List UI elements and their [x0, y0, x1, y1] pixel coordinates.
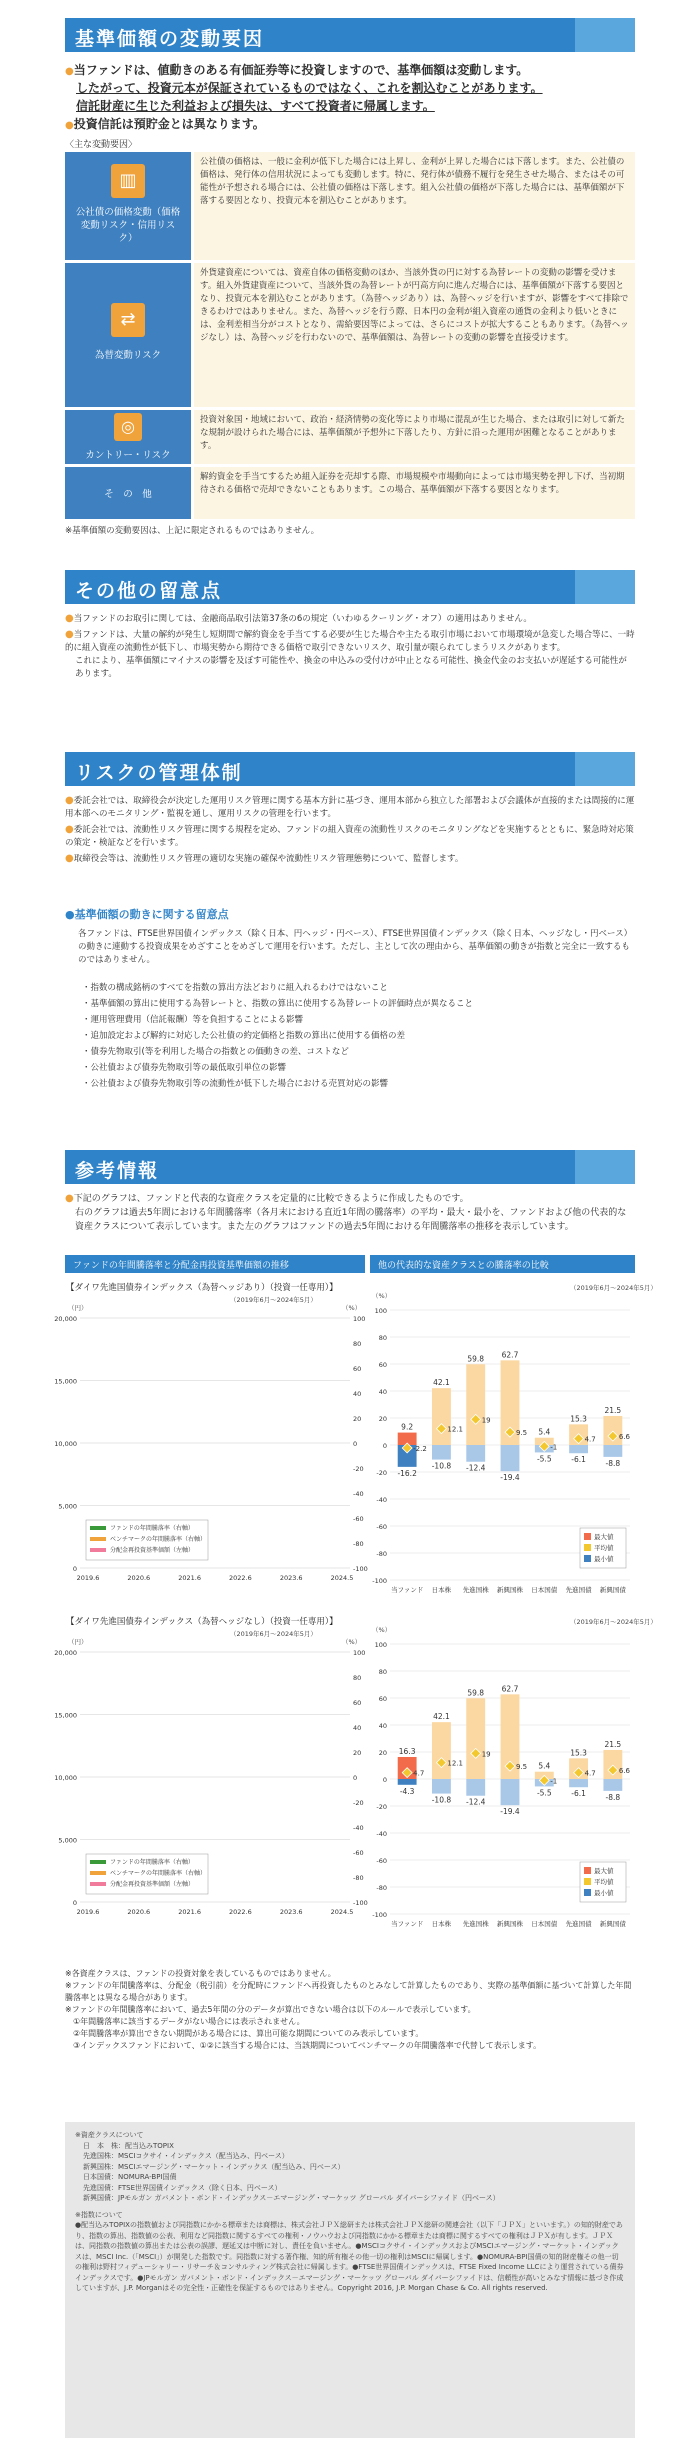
right-max-label: 42.1 — [433, 1712, 450, 1722]
left-y2-tick: -20 — [353, 1465, 364, 1473]
right-avg-label: -2.2 — [413, 1444, 427, 1453]
right-max-label: 62.7 — [501, 1684, 519, 1694]
right-max-label: 62.7 — [501, 1350, 519, 1360]
right-bar-min — [569, 1445, 588, 1453]
right-y-tick: 40 — [378, 1722, 387, 1730]
right-legend-swatch — [584, 1544, 591, 1551]
right-bar-min — [432, 1445, 451, 1460]
left-y-tick: 10,000 — [54, 1774, 77, 1782]
left-legend-swatch — [90, 1526, 106, 1530]
right-max-label: 21.5 — [604, 1405, 622, 1415]
exchange-icon: ⇄ — [111, 303, 145, 337]
section-title-volatility: 基準価額の変動要因 — [65, 18, 635, 52]
footer-index-title: ※指数について — [75, 2210, 123, 2219]
left-legend-label: 分配金再投資基準価額（左軸） — [110, 1547, 195, 1554]
reference-notes — [65, 1968, 635, 2052]
left-y2-tick: 40 — [353, 1390, 362, 1398]
other-note-2: ●当ファンドは、大量の解約が発生し短期間で解約資金を手当てする必要が生じた場合や主たる取引市場において市場環境が急変した場合等に、一時的に組入資産の流動性が低下し、市場実勢から期待できる価格で取引できないリスク、取引量が限られてしまうリスクがあります。 — [65, 629, 635, 653]
right-max-label: 15.3 — [570, 1748, 587, 1758]
right-min-label: -6.1 — [571, 1455, 586, 1465]
right-bar-min — [466, 1445, 485, 1462]
risk-label-bond: ▥ 公社債の価格変動（価格変動リスク・信用リスク） — [65, 152, 191, 260]
tab-left-chart: ファンドの年間騰落率と分配金再投資基準価額の推移 — [65, 1255, 365, 1273]
left-y2-tick: 60 — [353, 1699, 362, 1707]
left-x-tick: 2020.6 — [127, 1574, 151, 1582]
table-caption: 〈主な変動要因〉 — [65, 140, 138, 150]
left-y2-tick: 0 — [353, 1440, 358, 1448]
risk-text-bond: 公社債の価格は、一般に金利が低下した場合には上昇し、金利が上昇した場合には下落します。また、公社債の価格は、発行体の信用状況によっても変動します。特に、発行体が債務不履行を発生させた場合、またはその可能性が予想される場合には、公社債の価格は下落します。組入公社債の価格が下落した場合には、基準価額が下落する要因となり、投資元本を割込むことがあります。 — [194, 152, 635, 260]
left-chart-period: （2019年6月～2024年5月） — [230, 1630, 317, 1638]
right-avg-label: 19 — [481, 1750, 491, 1759]
left-y2-tick: -40 — [353, 1824, 364, 1832]
reference-note: ②年間騰落率が算出できない期間がある場合には、算出可能な期間についてのみ表示しています。 — [73, 2029, 424, 2038]
right-max-label: 59.8 — [467, 1354, 485, 1364]
right-x-tick: 先進国株 — [462, 1586, 489, 1594]
right-avg-label: -1 — [550, 1777, 558, 1786]
risk-label-fx: ⇄ 為替変動リスク — [65, 263, 191, 407]
right-bar-max — [432, 1722, 451, 1779]
right-max-label: 15.3 — [570, 1414, 587, 1424]
left-y-tick: 20,000 — [54, 1315, 77, 1323]
reason-item: ・公社債および債券先物取引等の流動性が低下した場合における売買対応の影響 — [82, 1079, 389, 1089]
right-min-label: -10.8 — [431, 1795, 452, 1805]
reference-note: ※ファンドの年間騰落率において、過去5年間の分のデータが算出できない場合は以下のルールで表示しています。 — [65, 2005, 476, 2014]
left-x-tick: 2023.6 — [279, 1908, 303, 1916]
left-y2-tick: 60 — [353, 1365, 362, 1373]
right-y-tick: -20 — [376, 1469, 387, 1477]
left-y2-tick: -80 — [353, 1874, 364, 1882]
left-legend-swatch — [90, 1548, 106, 1552]
other-note-1: ●当ファンドのお取引に関しては、金融商品取引法第37条の6の規定（いわゆるクーリング・オフ）の適用はありません。 — [65, 613, 532, 624]
left-chart-unit-pct: （%） — [342, 1304, 362, 1312]
right-avg-label: 6.6 — [618, 1767, 630, 1776]
right-y-tick: -60 — [376, 1857, 387, 1865]
left-legend-label: 分配金再投資基準価額（左軸） — [110, 1881, 195, 1888]
right-y-tick: 20 — [378, 1415, 387, 1423]
right-chart-period: （2019年6月～2024年5月） — [570, 1618, 657, 1626]
risk-label-country: ◎ カントリー・リスク — [65, 410, 191, 464]
right-bar-max — [466, 1698, 485, 1779]
left-y2-tick: 100 — [353, 1315, 366, 1323]
right-min-label: -16.2 — [397, 1468, 417, 1478]
right-avg-label: 12.1 — [447, 1425, 464, 1434]
right-min-label: -8.8 — [605, 1792, 621, 1802]
right-max-label: 59.8 — [467, 1688, 485, 1698]
risk-mgmt-3: ●取締役会等は、流動性リスク管理の適切な実施の確保や流動性リスク管理態勢について、監督します。 — [65, 853, 464, 864]
left-legend-label: ファンドの年間騰落率（右軸） — [110, 1859, 194, 1866]
nav-movement-intro: 各ファンドは、FTSE世界国債インデックス（除く日本、円ヘッジ・円ベース）、FTSE世界国債インデックス（除く日本、ヘッジなし・円ベース）の動きに連動する投資成果をめざすことをめざして運用を行います。ただし、主として次の理由から、基準価額の動きが指数と完全に一致するものではありません。 — [78, 929, 633, 965]
right-legend-label: 最大値 — [594, 1533, 614, 1541]
right-bar-min — [466, 1779, 485, 1796]
left-chart-unit: （円） — [68, 1638, 88, 1646]
left-x-tick: 2021.6 — [178, 1908, 201, 1916]
right-legend-label: 最小値 — [594, 1555, 614, 1563]
right-max-label: 16.3 — [398, 1746, 416, 1756]
left-y2-tick: 0 — [353, 1774, 358, 1782]
right-min-label: -19.4 — [500, 1473, 520, 1483]
right-chart-period: （2019年6月～2024年5月） — [570, 1284, 657, 1292]
right-x-tick: 日本株 — [431, 1920, 452, 1928]
right-y-tick: 0 — [382, 1442, 387, 1450]
reference-note: ③インデックスファンドにおいて、①②に該当する場合には、当該期間についてベンチマークの年間騰落率で代替して表示します。 — [73, 2041, 542, 2050]
reason-item: ・追加設定および解約に対応した公社債の約定価格と指数の算出に使用する価格の差 — [82, 1031, 406, 1041]
footer-asset: 日本国債：NOMURA-BPI国債 — [83, 2173, 177, 2181]
right-y-tick: -40 — [376, 1830, 387, 1838]
left-x-tick: 2024.5 — [330, 1574, 354, 1582]
left-y2-tick: -100 — [353, 1899, 368, 1907]
right-bar-min — [603, 1445, 622, 1457]
left-chart-title: 【ダイワ先進国債券インデックス（為替ヘッジあり）（投資一任専用）】 — [66, 1283, 338, 1293]
left-y2-tick: 20 — [353, 1749, 362, 1757]
right-y-tick: -20 — [376, 1803, 387, 1811]
footer-index-text: ●配当込みTOPIXの指数値および同指数にかかる標章または商標は、株式会社ＪＰＸ総研または株式会社ＪＰＸ総研の関連会社（以下「ＪＰＸ」といいます。）の知的財産であり、指数の算出、指数値の公表、利用など同指数に関するすべての権利・ノウハウおよび同指数にかかる標章または商標に関するすべての権利はＪＰＸが有します。ＪＰＸは、同指数の指数値の算出または公表の誤謬、遅延又は中断に対し、責任を負いません。●MSCIコクサイ・インデックスおよびMSCIエマージング・マーケット・インデックスは、MSCI Inc.（「MSCI」）が開発した指数です。同指数に対する著作権、知的所有権その他一切の権利はMSCIに帰属します。●NOMURA-BPI国債の知的財産権その他一切の権利は野村フィデューシャリー・リサーチ＆コンサルティング株式会社に帰属します。●FTSE世界国債インデックスは、FTSE Fixed Income LLCにより運営されている債券インデックスです。●JPモルガン ガバメント・ボンド・インデックス－エマージング・マーケッツ グローバル ダイバーシファイドは、信頼性が高いとみなす情報に基づき作成していますが、J.P. Morganはその完全性・正確性を保証するものではありません。Copyright 2016, J.P. Morgan Chase & Co. All rights reserved. — [75, 2221, 624, 2292]
right-bar-min — [603, 1779, 622, 1791]
right-bar-min — [501, 1779, 520, 1805]
left-y-tick: 15,000 — [54, 1377, 77, 1386]
reason-item: ・指数の構成銘柄のすべてを指数の算出方法どおりに組入れるわけではないこと — [82, 983, 388, 993]
right-x-tick: 新興国債 — [599, 1920, 626, 1928]
left-y2-tick: 80 — [353, 1674, 362, 1682]
right-x-tick: 当ファンド — [390, 1920, 424, 1928]
nav-movement-subtitle: ●基準価額の動きに関する留意点 — [65, 908, 229, 921]
right-min-label: -12.4 — [466, 1797, 486, 1807]
risk-text-fx: 外貨建資産については、資産自体の価格変動のほか、当該外貨の円に対する為替レートの変動の影響を受けます。組入外貨建資産について、当該外貨の為替レートが円高方向に進んだ場合には、基準価額が下落する要因となり、投資元本を割込むことがあります。（為替ヘッジあり）は、為替ヘッジを行いますが、影響をすべて排除できるわけではありません。また、為替ヘッジを行う際、日本円の金利が組入資産の通貨の金利より低いときには、金利差相当分がコストとなり、需給要因等によっては、さらにコストが拡大することもあります。（為替ヘッジなし）は、為替ヘッジを行わないので、基準価額は、為替レートの変動の影響を直接受けます。 — [194, 263, 635, 407]
right-legend-label: 最小値 — [594, 1889, 614, 1897]
left-y2-tick: 20 — [353, 1415, 362, 1423]
intro-line-1: ●当ファンドは、値動きのある有価証券等に投資しますので、基準価額は変動します。 — [65, 63, 529, 77]
left-chart-unit: （円） — [68, 1304, 88, 1312]
section-title-reference: 参考情報 — [65, 1150, 635, 1184]
asset-class-footer — [65, 2122, 635, 2438]
left-legend-label: ベンチマークの年間騰落率（右軸） — [110, 1536, 207, 1543]
right-x-tick: 日本株 — [431, 1586, 452, 1594]
right-y-tick: 60 — [378, 1361, 387, 1369]
right-min-label: -5.5 — [536, 1788, 552, 1798]
right-bar-min — [501, 1445, 520, 1471]
right-min-label: -19.4 — [500, 1807, 520, 1817]
right-avg-label: 6.6 — [618, 1433, 630, 1442]
right-legend-swatch — [584, 1555, 591, 1562]
left-y-tick: 0 — [72, 1565, 77, 1573]
right-bar-min — [569, 1779, 588, 1787]
left-x-tick: 2020.6 — [127, 1908, 151, 1916]
footer-asset: 先進国株：MSCIコクサイ・インデックス（配当込み、円ベース） — [83, 2152, 289, 2160]
right-max-label: 42.1 — [433, 1378, 450, 1388]
right-legend-label: 平均値 — [594, 1878, 614, 1886]
right-max-label: 5.4 — [538, 1761, 551, 1771]
right-bar-min — [398, 1779, 417, 1785]
footer-asset: 新興国債：JPモルガン ガバメント・ボンド・インデックス－エマージング・マーケッツ グローバル ダイバーシファイド（円ベース） — [83, 2194, 500, 2202]
left-legend-swatch — [90, 1860, 106, 1864]
right-chart-unit: （%） — [372, 1626, 392, 1634]
left-chart-unit-pct: （%） — [342, 1638, 362, 1646]
right-bar-max — [466, 1364, 485, 1445]
right-y-tick: 80 — [378, 1334, 387, 1342]
right-min-label: -8.8 — [605, 1458, 621, 1468]
left-x-tick: 2019.6 — [76, 1574, 100, 1582]
intro-line-4: ●投資信託は預貯金とは異なります。 — [65, 117, 265, 131]
right-y-tick: 0 — [382, 1776, 387, 1784]
other-note-3: これにより、基準価額にマイナスの影響を及ぼす可能性や、換金の申込みの受付けが中止となる可能性、換金代金のお支払いが遅延する可能性があります。 — [75, 656, 627, 679]
left-y2-tick: 80 — [353, 1340, 362, 1348]
right-min-label: -6.1 — [571, 1789, 586, 1799]
left-x-tick: 2022.6 — [229, 1908, 252, 1916]
reason-item: ・基準価額の算出に使用する為替レートと、指数の算出に使用する為替レートの評価時点が異なること — [82, 999, 474, 1009]
risk-text-other: 解約資金を手当てするため組入証券を売却する際、市場規模や市場動向によっては市場実勢を押し下げ、当初期待される価格で売却できないこともあります。この場合、基準価額が下落する要因となります。 — [194, 467, 635, 519]
right-y-tick: 60 — [378, 1695, 387, 1703]
left-y2-tick: -60 — [353, 1515, 364, 1523]
left-legend-label: ファンドの年間騰落率（右軸） — [110, 1525, 194, 1532]
right-legend-label: 最大値 — [594, 1867, 614, 1875]
right-y-tick: -40 — [376, 1496, 387, 1504]
risk-mgmt-2: ●委託会社では、流動性リスク管理に関する規程を定め、ファンドの組入資産の流動性リスクのモニタリングなどを実施するとともに、緊急時対応策の策定・検証などを行います。 — [65, 824, 634, 848]
right-max-label: 21.5 — [604, 1739, 622, 1749]
right-avg-label: -1 — [550, 1443, 558, 1452]
left-y-tick: 15,000 — [54, 1711, 77, 1720]
left-y2-tick: -40 — [353, 1490, 364, 1498]
reason-item: ・公社債および債券先物取引等の最低取引単位の影響 — [82, 1063, 287, 1073]
intro-line-3: 信託財産に生じた利益および損失は、すべて投資者に帰属します。 — [76, 99, 435, 113]
right-y-tick: -80 — [376, 1884, 387, 1892]
reference-note: ※ファンドの年間騰落率は、分配金（税引前）を分配時にファンドへ再投資したものとみなして計算したものであり、実際の基準価額に基づいて計算した年間騰落率とは異なる場合があります。 — [65, 1981, 632, 2002]
left-x-tick: 2023.6 — [279, 1574, 303, 1582]
left-y2-tick: -20 — [353, 1799, 364, 1807]
risk-text-country: 投資対象国・地域において、政治・経済情勢の変化等により市場に混乱が生じた場合、または取引に対して新たな規制が設けられた場合には、基準価額が予想外に下落したり、方針に沿った運用が困難となることがあります。 — [194, 410, 635, 464]
right-y-tick: 80 — [378, 1668, 387, 1676]
right-x-tick: 新興国債 — [599, 1586, 626, 1594]
reference-intro-2: 右のグラフは過去5年間における年間騰落率（各月末における直近1年間の騰落率）の平均・最大・最小を、ファンドおよび他の代表的な資産クラスについて表示しています。また左のグラフはファンドの過去5年間における年間騰落率の推移を表示しています。 — [75, 1208, 627, 1232]
left-y-tick: 0 — [72, 1899, 77, 1907]
risk-label-other: そ の 他 — [65, 467, 191, 519]
left-chart-title: 【ダイワ先進国債券インデックス（為替ヘッジなし）（投資一任専用）】 — [66, 1617, 338, 1627]
right-legend-swatch — [584, 1867, 591, 1874]
left-chart-period: （2019年6月～2024年5月） — [230, 1296, 317, 1304]
right-y-tick: -100 — [372, 1911, 387, 1919]
left-x-tick: 2024.5 — [330, 1908, 354, 1916]
right-avg-label: 4.7 — [584, 1435, 596, 1444]
left-legend-swatch — [90, 1882, 106, 1886]
tab-right-chart: 他の代表的な資産クラスとの騰落率の比較 — [370, 1255, 635, 1273]
right-avg-label: 9.5 — [516, 1429, 528, 1438]
section-title-other-notes: その他の留意点 — [65, 570, 635, 604]
right-y-tick: -100 — [372, 1577, 387, 1585]
right-legend-label: 平均値 — [594, 1544, 614, 1552]
left-y2-tick: 100 — [353, 1649, 366, 1657]
reference-intro-1: ●下記のグラフは、ファンドと代表的な資産クラスを定量的に比較できるように作成したものです。 — [65, 1193, 469, 1204]
footer-title: ※資産クラスについて — [75, 2131, 144, 2139]
right-x-tick: 新興国株 — [497, 1920, 523, 1928]
right-y-tick: 100 — [374, 1641, 387, 1649]
right-min-label: -12.4 — [466, 1463, 486, 1473]
left-legend-label: ベンチマークの年間騰落率（右軸） — [110, 1870, 207, 1877]
right-x-tick: 当ファンド — [390, 1586, 424, 1594]
right-avg-label: 19 — [481, 1416, 491, 1425]
left-y-tick: 10,000 — [54, 1440, 77, 1448]
right-avg-label: 4.7 — [584, 1769, 596, 1778]
right-x-tick: 先進国債 — [565, 1586, 592, 1594]
right-y-tick: 20 — [378, 1749, 387, 1757]
right-x-tick: 日本国債 — [531, 1586, 558, 1594]
footer-asset: 先進国債：FTSE世界国債インデックス（除く日本、円ベース） — [83, 2183, 282, 2192]
left-x-tick: 2022.6 — [229, 1574, 252, 1582]
left-legend-swatch — [90, 1871, 106, 1875]
left-x-tick: 2021.6 — [178, 1574, 201, 1582]
reason-item: ・債券先物取引(等を利用した場合の指数との価動きの差、コストなど — [82, 1047, 349, 1057]
footer-asset: 日 本 株：配当込みTOPIX — [83, 2141, 174, 2150]
right-min-label: -10.8 — [431, 1461, 452, 1471]
right-max-label: 5.4 — [538, 1427, 551, 1437]
footer-asset: 新興国株：MSCIエマージング・マーケット・インデックス（配当込み、円ベース） — [83, 2162, 345, 2171]
left-y-tick: 5,000 — [58, 1502, 77, 1511]
right-avg-label: 12.1 — [447, 1759, 464, 1768]
left-y-tick: 5,000 — [58, 1836, 77, 1845]
intro-line-2: したがって、投資元本が保証されているものではなく、これを割込むことがあります。 — [76, 81, 543, 95]
left-y2-tick: -60 — [353, 1849, 364, 1857]
left-y2-tick: 40 — [353, 1724, 362, 1732]
right-x-tick: 新興国株 — [497, 1586, 523, 1594]
right-chart-unit: （%） — [372, 1292, 392, 1300]
right-y-tick: -80 — [376, 1550, 387, 1558]
right-y-tick: 100 — [374, 1307, 387, 1315]
right-max-label: 9.2 — [401, 1422, 414, 1432]
reference-note: ※各資産クラスは、ファンドの投資対象を表しているものではありません。 — [65, 1969, 336, 1978]
right-min-label: -5.5 — [536, 1454, 552, 1464]
right-min-label: -4.3 — [399, 1786, 415, 1796]
volatility-note: ※基準価額の変動要因は、上記に限定されるものではありません。 — [65, 526, 320, 536]
right-x-tick: 先進国株 — [462, 1920, 489, 1928]
right-legend-swatch — [584, 1533, 591, 1540]
globe-icon: ◎ — [114, 413, 142, 441]
reason-item: ・運用管理費用（信託報酬）等を負担することによる影響 — [82, 1015, 304, 1025]
right-y-tick: -60 — [376, 1523, 387, 1531]
risk-mgmt-1: ●委託会社では、取締役会が決定した運用リスク管理に関する基本方針に基づき、運用本部から独立した部署および会議体が直接的または間接的に運用本部へのモニタリング・監視を通し、運用リスクの管理を行います。 — [65, 795, 635, 819]
right-legend-swatch — [584, 1878, 591, 1885]
section-title-risk-management: リスクの管理体制 — [65, 752, 635, 786]
right-legend-swatch — [584, 1889, 591, 1896]
left-y-tick: 20,000 — [54, 1649, 77, 1657]
right-avg-label: 4.7 — [413, 1769, 425, 1778]
right-bar-min — [432, 1779, 451, 1794]
left-legend-swatch — [90, 1537, 106, 1541]
right-x-tick: 先進国債 — [565, 1920, 592, 1928]
right-avg-label: 9.5 — [516, 1763, 528, 1772]
right-y-tick: 40 — [378, 1388, 387, 1396]
right-x-tick: 日本国債 — [531, 1920, 558, 1928]
left-y2-tick: -100 — [353, 1565, 368, 1573]
left-x-tick: 2019.6 — [76, 1908, 100, 1916]
left-y2-tick: -80 — [353, 1540, 364, 1548]
right-bar-max — [432, 1388, 451, 1445]
reference-note: ①年間騰落率に該当するデータがない場合には表示されません。 — [73, 2017, 305, 2026]
chart-icon: ▥ — [111, 164, 145, 198]
